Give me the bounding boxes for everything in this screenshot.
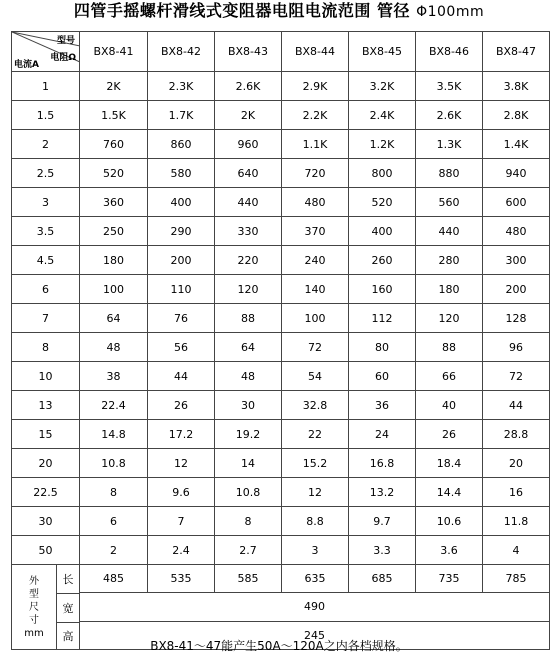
current-cell: 4.5: [12, 246, 80, 275]
resistance-cell: 60: [349, 362, 416, 391]
dim-label-char: 尺: [29, 601, 39, 613]
resistance-cell: 88: [215, 304, 282, 333]
model-header: BX8-46: [416, 32, 483, 72]
current-cell: 3.5: [12, 217, 80, 246]
current-cell: 50: [12, 536, 80, 565]
corner-resistance-label: 电阻Ω: [50, 53, 76, 63]
resistance-cell: 100: [282, 304, 349, 333]
resistance-cell: 14.4: [416, 478, 483, 507]
table-row: [12, 72, 550, 101]
resistance-cell: 2.8K: [483, 101, 550, 130]
resistance-cell: 2: [80, 536, 148, 565]
table-row: [12, 188, 550, 217]
length-value: 785: [483, 565, 550, 593]
height-label: 高: [62, 630, 74, 643]
resistance-cell: 10.6: [416, 507, 483, 536]
length-value: 635: [282, 565, 349, 593]
resistance-cell: 1.7K: [148, 101, 215, 130]
resistance-cell: 9.7: [349, 507, 416, 536]
resistance-cell: 3.2K: [349, 72, 416, 101]
model-header: BX8-41: [80, 32, 148, 72]
resistance-cell: 64: [215, 333, 282, 362]
resistance-cell: 44: [483, 391, 550, 420]
current-cell: 8: [12, 333, 80, 362]
resistance-cell: 520: [80, 159, 148, 188]
current-cell: 7: [12, 304, 80, 333]
resistance-cell: 120: [416, 304, 483, 333]
resistance-cell: 10.8: [215, 478, 282, 507]
resistance-cell: 3.5K: [416, 72, 483, 101]
resistance-cell: 370: [282, 217, 349, 246]
resistance-cell: 360: [80, 188, 148, 217]
current-cell: 3: [12, 188, 80, 217]
resistance-cell: 11.8: [483, 507, 550, 536]
dimension-length-row: [12, 565, 550, 593]
current-cell: 1.5: [12, 101, 80, 130]
table-row: [12, 130, 550, 159]
resistance-cell: 24: [349, 420, 416, 449]
resistance-cell: 36: [349, 391, 416, 420]
resistance-cell: 180: [80, 246, 148, 275]
corner-current-label: 电流A: [14, 60, 39, 70]
page-title: [0, 0, 558, 28]
resistance-cell: 8.8: [282, 507, 349, 536]
resistance-cell: 520: [349, 188, 416, 217]
resistance-cell: 66: [416, 362, 483, 391]
table-row: [12, 304, 550, 333]
resistance-cell: 720: [282, 159, 349, 188]
resistance-cell: 260: [349, 246, 416, 275]
resistance-cell: 2.4: [148, 536, 215, 565]
resistance-cell: 280: [416, 246, 483, 275]
resistance-cell: 96: [483, 333, 550, 362]
resistance-cell: 2.3K: [148, 72, 215, 101]
resistance-cell: 200: [148, 246, 215, 275]
resistance-cell: 2.6K: [416, 101, 483, 130]
resistance-cell: 3.3: [349, 536, 416, 565]
title-text: 四管手摇螺杆滑线式变阻器电阻电流范围 管径: [73, 1, 410, 20]
length-value: 735: [416, 565, 483, 593]
length-value: 585: [215, 565, 282, 593]
resistance-cell: 14: [215, 449, 282, 478]
table-row: [12, 101, 550, 130]
current-cell: 2: [12, 130, 80, 159]
resistance-cell: 2K: [80, 72, 148, 101]
header-row: [12, 32, 550, 72]
resistance-cell: 800: [349, 159, 416, 188]
resistance-cell: 20: [483, 449, 550, 478]
resistance-cell: 76: [148, 304, 215, 333]
width-label: 宽: [57, 594, 79, 623]
model-header: BX8-44: [282, 32, 349, 72]
model-header: BX8-47: [483, 32, 550, 72]
table-row: [12, 159, 550, 188]
table-body: [12, 72, 550, 650]
resistance-cell: 290: [148, 217, 215, 246]
resistance-cell: 19.2: [215, 420, 282, 449]
corner-cell: [12, 32, 80, 72]
resistance-cell: 88: [416, 333, 483, 362]
resistance-cell: 1.1K: [282, 130, 349, 159]
resistance-cell: 9.6: [148, 478, 215, 507]
resistance-cell: 16.8: [349, 449, 416, 478]
resistance-cell: 8: [80, 478, 148, 507]
resistance-cell: 880: [416, 159, 483, 188]
resistance-cell: 48: [215, 362, 282, 391]
current-cell: 1: [12, 72, 80, 101]
resistance-cell: 220: [215, 246, 282, 275]
resistance-cell: 1.2K: [349, 130, 416, 159]
resistance-cell: 480: [282, 188, 349, 217]
resistance-cell: 2.9K: [282, 72, 349, 101]
resistance-cell: 17.2: [148, 420, 215, 449]
resistance-cell: 10.8: [80, 449, 148, 478]
current-cell: 10: [12, 362, 80, 391]
dim-label-char: 型: [29, 588, 39, 600]
width-value: 490: [80, 593, 550, 621]
model-header: BX8-42: [148, 32, 215, 72]
resistance-cell: 100: [80, 275, 148, 304]
resistance-cell: 28.8: [483, 420, 550, 449]
model-header: BX8-43: [215, 32, 282, 72]
diameter-symbol: Φ: [416, 4, 428, 20]
resistance-cell: 7: [148, 507, 215, 536]
dimension-width-row: [12, 593, 550, 621]
resistance-cell: 12: [282, 478, 349, 507]
current-cell: 20: [12, 449, 80, 478]
resistance-cell: 16: [483, 478, 550, 507]
dim-label-unit: mm: [24, 627, 44, 639]
table-row: [12, 449, 550, 478]
resistance-cell: 300: [483, 246, 550, 275]
resistance-cell: 56: [148, 333, 215, 362]
resistance-cell: 440: [215, 188, 282, 217]
resistance-cell: 22: [282, 420, 349, 449]
footnote: BX8-41～47能产生50A～120A之内各档规格。: [150, 639, 408, 653]
current-cell: 2.5: [12, 159, 80, 188]
resistance-cell: 180: [416, 275, 483, 304]
table-row: [12, 536, 550, 565]
resistance-cell: 128: [483, 304, 550, 333]
resistance-cell: 400: [349, 217, 416, 246]
resistance-cell: 140: [282, 275, 349, 304]
length-label: 长: [57, 565, 79, 594]
spec-table: [11, 31, 550, 650]
resistance-cell: 26: [148, 391, 215, 420]
resistance-cell: 22.4: [80, 391, 148, 420]
resistance-cell: 1.4K: [483, 130, 550, 159]
current-cell: 6: [12, 275, 80, 304]
resistance-cell: 440: [416, 217, 483, 246]
resistance-cell: 860: [148, 130, 215, 159]
resistance-cell: 112: [349, 304, 416, 333]
resistance-cell: 200: [483, 275, 550, 304]
resistance-cell: 580: [148, 159, 215, 188]
resistance-cell: 30: [215, 391, 282, 420]
resistance-cell: 480: [483, 217, 550, 246]
resistance-cell: 32.8: [282, 391, 349, 420]
current-cell: 30: [12, 507, 80, 536]
diameter-value: 100mm: [427, 4, 485, 20]
resistance-cell: 15.2: [282, 449, 349, 478]
resistance-cell: 400: [148, 188, 215, 217]
resistance-cell: 760: [80, 130, 148, 159]
resistance-cell: 960: [215, 130, 282, 159]
resistance-cell: 44: [148, 362, 215, 391]
resistance-cell: 120: [215, 275, 282, 304]
length-value: 485: [80, 565, 148, 593]
resistance-cell: 64: [80, 304, 148, 333]
resistance-cell: 240: [282, 246, 349, 275]
length-value: 685: [349, 565, 416, 593]
resistance-cell: 12: [148, 449, 215, 478]
resistance-cell: 110: [148, 275, 215, 304]
table-row: [12, 420, 550, 449]
current-cell: 22.5: [12, 478, 80, 507]
resistance-cell: 3.8K: [483, 72, 550, 101]
current-cell: 15: [12, 420, 80, 449]
resistance-cell: 1.5K: [80, 101, 148, 130]
resistance-cell: 560: [416, 188, 483, 217]
resistance-cell: 13.2: [349, 478, 416, 507]
table-row: [12, 391, 550, 420]
resistance-cell: 26: [416, 420, 483, 449]
resistance-cell: 250: [80, 217, 148, 246]
resistance-cell: 2.7: [215, 536, 282, 565]
resistance-cell: 8: [215, 507, 282, 536]
table-row: [12, 217, 550, 246]
resistance-cell: 48: [80, 333, 148, 362]
resistance-cell: 40: [416, 391, 483, 420]
resistance-cell: 330: [215, 217, 282, 246]
resistance-cell: 3: [282, 536, 349, 565]
height-value: 245: [80, 621, 550, 649]
resistance-cell: 160: [349, 275, 416, 304]
table-row: [12, 478, 550, 507]
resistance-cell: 2.6K: [215, 72, 282, 101]
table-row: [12, 507, 550, 536]
resistance-cell: 2K: [215, 101, 282, 130]
resistance-cell: 1.3K: [416, 130, 483, 159]
resistance-cell: 72: [282, 333, 349, 362]
resistance-cell: 2.4K: [349, 101, 416, 130]
length-value: 535: [148, 565, 215, 593]
resistance-cell: 18.4: [416, 449, 483, 478]
table-row: [12, 246, 550, 275]
resistance-cell: 72: [483, 362, 550, 391]
dim-label-char: 寸: [29, 614, 39, 626]
resistance-cell: 6: [80, 507, 148, 536]
current-cell: 13: [12, 391, 80, 420]
model-header: BX8-45: [349, 32, 416, 72]
resistance-cell: 38: [80, 362, 148, 391]
resistance-cell: 600: [483, 188, 550, 217]
resistance-cell: 2.2K: [282, 101, 349, 130]
table-row: [12, 362, 550, 391]
dim-label-char: 外: [29, 575, 39, 587]
corner-model-label: 型号: [56, 36, 75, 46]
resistance-cell: 940: [483, 159, 550, 188]
table-row: [12, 275, 550, 304]
resistance-cell: 80: [349, 333, 416, 362]
resistance-cell: 54: [282, 362, 349, 391]
resistance-cell: 4: [483, 536, 550, 565]
resistance-cell: 14.8: [80, 420, 148, 449]
table-row: [12, 333, 550, 362]
resistance-cell: 3.6: [416, 536, 483, 565]
resistance-cell: 640: [215, 159, 282, 188]
